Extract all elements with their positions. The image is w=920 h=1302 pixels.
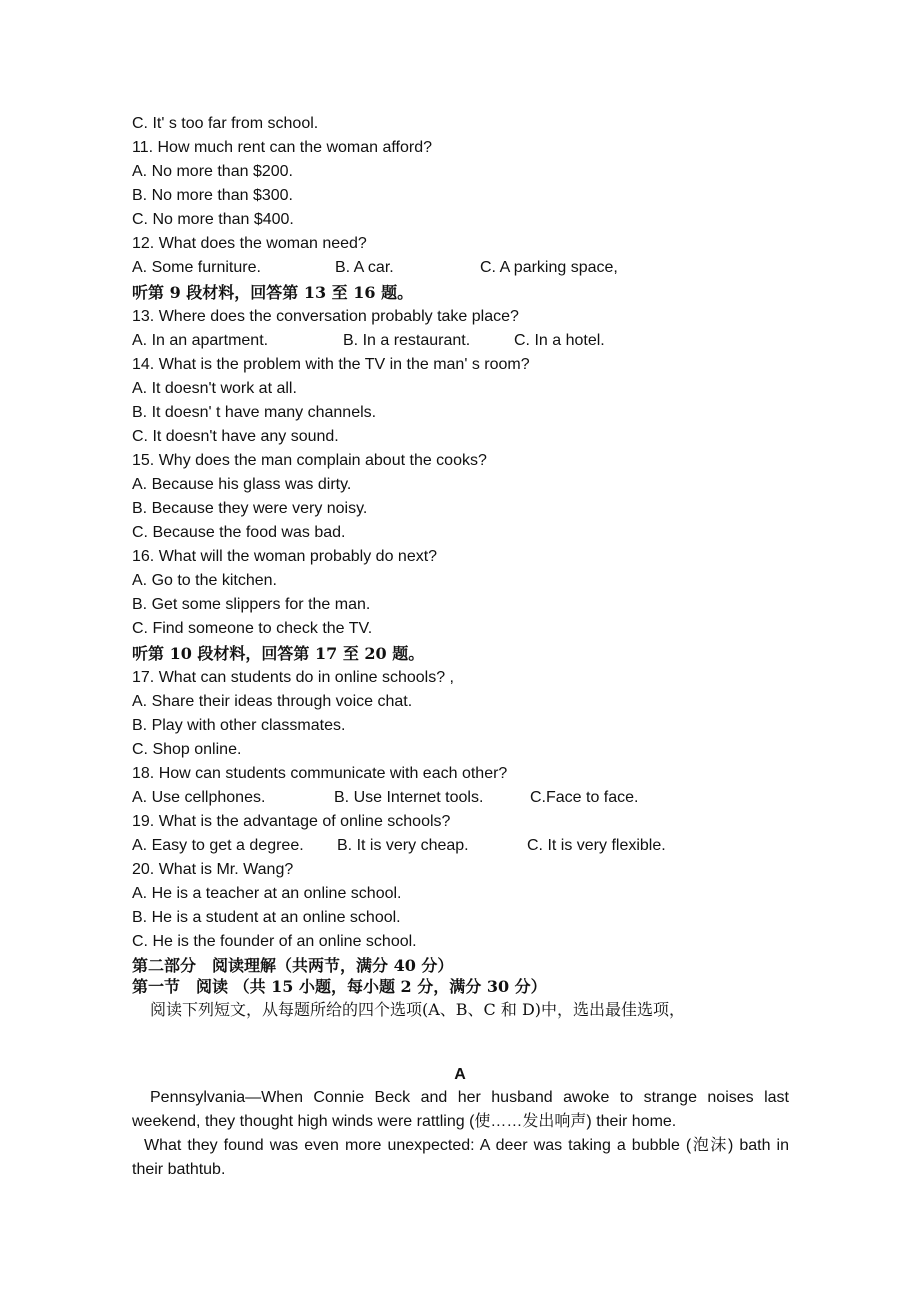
q13-option-b: B. In a restaurant. xyxy=(343,332,471,349)
q16-option-a: A. Go to the kitchen. xyxy=(132,572,277,589)
passage-a-title: A xyxy=(454,1066,466,1083)
q12-option-c: C. A parking space, xyxy=(480,259,618,276)
q18-options xyxy=(132,786,832,810)
q11-option-c: C. No more than $400. xyxy=(132,211,294,228)
q14-option-c: C. It doesn't have any sound. xyxy=(132,428,339,445)
passage-a-paragraph-2: What they found was even more unexpected: A deer was taking a bubble (泡沫) bath in their bathtub. xyxy=(132,1137,789,1178)
q20-question: 20. What is Mr. Wang? xyxy=(132,861,294,878)
q11-option-a: A. No more than $200. xyxy=(132,163,293,180)
q15-option-b: B. Because they were very noisy. xyxy=(132,500,368,517)
q20-option-c: C. He is the founder of an online school. xyxy=(132,933,417,950)
q10-option-c: C. It' s too far from school. xyxy=(132,115,319,132)
q18-question: 18. How can students communicate with each other? xyxy=(132,765,508,782)
q12-question: 12. What does the woman need? xyxy=(132,235,367,252)
q20-option-a: A. He is a teacher at an online school. xyxy=(132,885,402,902)
q15-question: 15. Why does the man complain about the cooks? xyxy=(132,452,487,469)
q16-option-c: C. Find someone to check the TV. xyxy=(132,620,373,637)
q20-option-b: B. He is a student at an online school. xyxy=(132,909,401,926)
section-10-heading: 听第 10 段材料，回答第 17 至 20 题。 xyxy=(132,644,425,663)
q19-option-c: C. It is very flexible. xyxy=(527,837,666,854)
q19-option-b: B. It is very cheap. xyxy=(337,837,469,854)
part2-subheading: 第一节 阅读 （共 15 小题，每小题 2 分，满分 30 分） xyxy=(132,977,547,996)
q19-question: 19. What is the advantage of online schools? xyxy=(132,813,451,830)
q12-option-a: A. Some furniture. xyxy=(132,259,261,276)
q18-option-b: B. Use Internet tools. xyxy=(334,789,484,806)
q13-options xyxy=(132,329,832,353)
part2-heading: 第二部分 阅读理解（共两节，满分 40 分） xyxy=(132,956,454,975)
q16-option-b: B. Get some slippers for the man. xyxy=(132,596,371,613)
q14-question: 14. What is the problem with the TV in the man' s room? xyxy=(132,356,530,373)
q15-option-a: A. Because his glass was dirty. xyxy=(132,476,352,493)
part2-instruction: 阅读下列短文，从每题所给的四个选项(A、B、C 和 D)中，选出最佳选项， xyxy=(150,1000,686,1019)
q13-option-a: A. In an apartment. xyxy=(132,332,269,349)
q14-option-a: A. It doesn't work at all. xyxy=(132,380,297,397)
q17-option-a: A. Share their ideas through voice chat. xyxy=(132,693,413,710)
q12-option-b: B. A car. xyxy=(335,259,394,276)
q13-option-c: C. In a hotel. xyxy=(514,332,605,349)
q19-option-a: A. Easy to get a degree. xyxy=(132,837,304,854)
section-9-heading: 听第 9 段材料，回答第 13 至 16 题。 xyxy=(132,283,414,302)
q17-option-c: C. Shop online. xyxy=(132,741,242,758)
q13-question: 13. Where does the conversation probably take place? xyxy=(132,308,519,325)
q15-option-c: C. Because the food was bad. xyxy=(132,524,346,541)
q18-option-a: A. Use cellphones. xyxy=(132,789,266,806)
q11-option-b: B. No more than $300. xyxy=(132,187,293,204)
q17-question: 17. What can students do in online schools? , xyxy=(132,669,454,686)
q16-question: 16. What will the woman probably do next? xyxy=(132,548,438,565)
q18-option-c: C.Face to face. xyxy=(530,789,639,806)
q19-options xyxy=(132,834,832,858)
q11-question: 11. How much rent can the woman afford? xyxy=(132,139,433,156)
passage-a-paragraph-1: Pennsylvania—When Connie Beck and her husband awoke to strange noises last weekend, they thought high winds were rattling (使……发出响声) their home. xyxy=(132,1089,789,1130)
q17-option-b: B. Play with other classmates. xyxy=(132,717,346,734)
q14-option-b: B. It doesn' t have many channels. xyxy=(132,404,377,421)
q12-options xyxy=(132,256,832,280)
